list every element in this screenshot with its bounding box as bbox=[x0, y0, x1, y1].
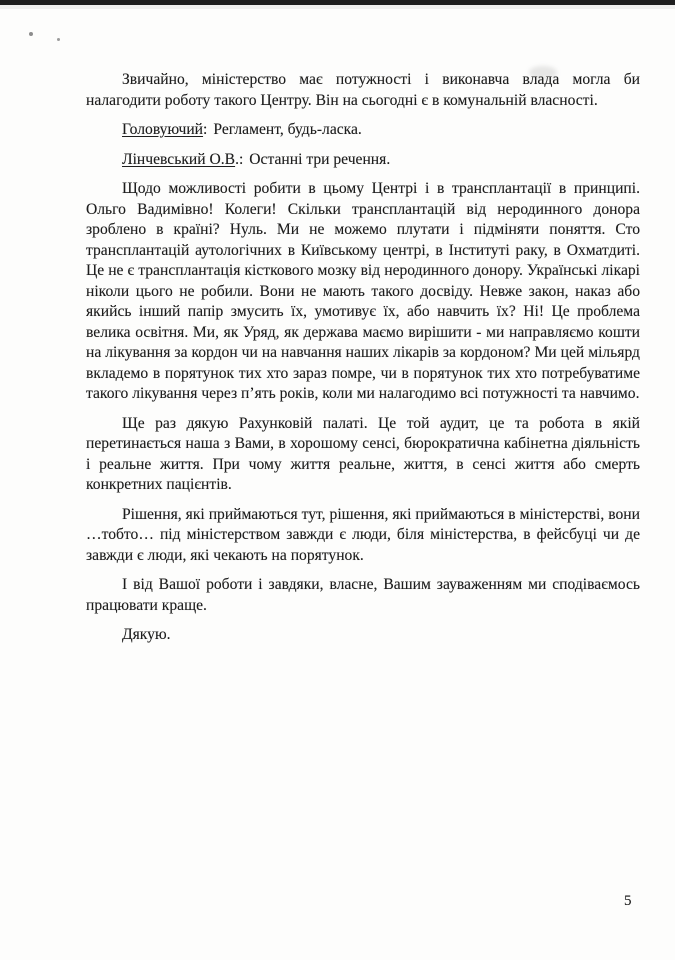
speaker-name: Головуючий bbox=[122, 121, 204, 138]
speaker-separator: .: bbox=[235, 150, 244, 168]
scan-artifact-dot bbox=[57, 38, 60, 41]
paragraph: Рішення, які приймаються тут, рішення, які приймаються в міністерстві, вони …тобто… під міністерством завжди є люди, біля міністерства, в фейсбуці чи де завжди є люди, які чекають на порятунок. bbox=[86, 505, 640, 564]
speaker-separator: : bbox=[203, 121, 208, 138]
paragraph: Щодо можливості робити в цьому Центрі і в трансплантації в принципі. Ольго Вадимівно! Колеги! Скільки трансплантацій від неродинного донора зроблено в країні? Нуль. Ми не можемо плутати і підміняти поняття. Сто трансплантацій аутологічних в Київському центрі, в Інституті раку, в Охматдиті. Це не є трансплантація кісткового мозку від неродинного донору. Українські лікарі ніколи цього не робили. Вони не мають такого досвіду. Невже закон, наказ або якийсь інший папір змусить їх, умотивує їх, або навчить їх? Ні! Це проблема велика освітня. Ми, як Уряд, як держава маємо вирішити - ми направляємо кошти на лікування за кордон чи на навчання наших лікарів за кордоном? Ми цей мільярд вкладемо в порятунок тих хто зараз помре, чи в порятунок тих хто потребуватиме такого лікування через п’ять років, коли ми налагодимо всі потужності та навчимо. bbox=[86, 180, 640, 402]
speaker-paragraph bbox=[86, 150, 640, 171]
page-number: 5 bbox=[624, 893, 632, 909]
paragraph: Ще раз дякую Рахунковій палаті. Це той аудит, це та робота в якій перетинається наша з Вами, в хорошому сенсі, бюрократична кабінетна діяльність і реальне життя. При чому життя реальне, життя, в сенсі життя або смерть конкретних пацієнтів. bbox=[86, 414, 640, 493]
paragraph: І від Вашої роботи і завдяки, власне, Вашим зауваженням ми сподіваємось працювати краще. bbox=[86, 576, 640, 614]
paragraph: Дякую. bbox=[122, 626, 171, 643]
scanner-edge-shadow bbox=[0, 5, 675, 9]
speaker-paragraph bbox=[86, 120, 640, 141]
speaker-name: Лінчевський О.В bbox=[122, 150, 236, 168]
speech-text: Останні три речення. bbox=[249, 150, 391, 168]
paragraph: Звичайно, міністерство має потужності і виконавча влада могла би налагодити роботу такого Центру. Він на сьогодні є в комунальній власності. bbox=[86, 71, 640, 109]
scan-artifact-dot bbox=[29, 32, 33, 36]
speech-text: Регламент, будь-ласка. bbox=[213, 121, 362, 138]
document-body bbox=[86, 70, 640, 655]
